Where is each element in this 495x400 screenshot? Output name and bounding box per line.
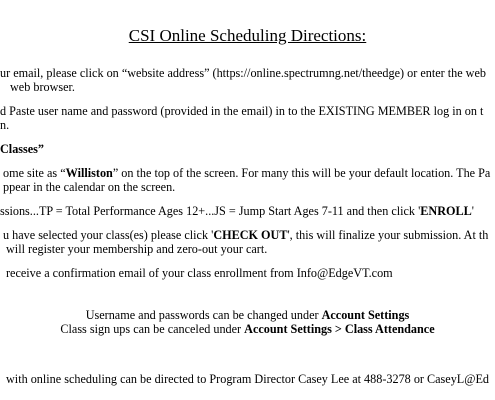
step-5-line — [0, 204, 474, 218]
step-6-line-2: will register your membership and zero-out your cart. — [6, 242, 268, 256]
contact-footer: with online scheduling can be directed to Program Director Casey Lee at 488-3278 or CaseyL@Ed — [6, 372, 490, 386]
account-note-1-text: Username and passwords can be changed under — [85, 308, 322, 322]
step-3-line — [0, 142, 44, 156]
step-4-text-a: ome site as “ — [3, 166, 66, 180]
step-6-text-c: ', this will finalize your submission. At th — [287, 228, 489, 242]
step-4-location: Williston — [65, 166, 113, 180]
step-2-line-2: n. — [0, 118, 10, 132]
step-4-line-1 — [3, 166, 490, 180]
step-5-enroll: ENROLL — [420, 204, 472, 218]
account-note-1 — [0, 308, 495, 322]
step-4-line-2: ppear in the calendar on the screen. — [3, 180, 176, 194]
step-3-bold-text: Classes” — [0, 142, 45, 156]
step-5-text-c: ' — [471, 204, 474, 218]
step-1-line-2: web browser. — [10, 80, 75, 94]
account-note-1-bold: Account Settings — [321, 308, 410, 322]
account-note-2 — [0, 322, 495, 336]
step-5-text-a: ssions...TP = Total Performance Ages 12+...JS = Jump Start Ages 7-11 and then click ' — [0, 204, 421, 218]
page-title: CSI Online Scheduling Directions: — [128, 26, 367, 45]
step-2-line-1: d Paste user name and password (provided in the email) in to the EXISTING MEMBER log in on t — [0, 104, 484, 118]
step-7-line: receive a confirmation email of your class enrollment from Info@EdgeVT.com — [6, 266, 393, 280]
account-note-2-text: Class sign ups can be canceled under — [60, 322, 245, 336]
step-4-text-c: ” on the top of the screen. For many this will be your default location. The Pa — [112, 166, 491, 180]
step-1-line-1: ur email, please click on “website address” (https://online.spectrumng.net/theedge) or enter the web — [0, 66, 486, 80]
step-6-line-1 — [3, 228, 488, 242]
account-note-2-bold: Account Settings > Class Attendance — [244, 322, 435, 336]
step-6-checkout: CHECK OUT — [213, 228, 288, 242]
step-6-text-a: u have selected your class(es) please click ' — [3, 228, 214, 242]
